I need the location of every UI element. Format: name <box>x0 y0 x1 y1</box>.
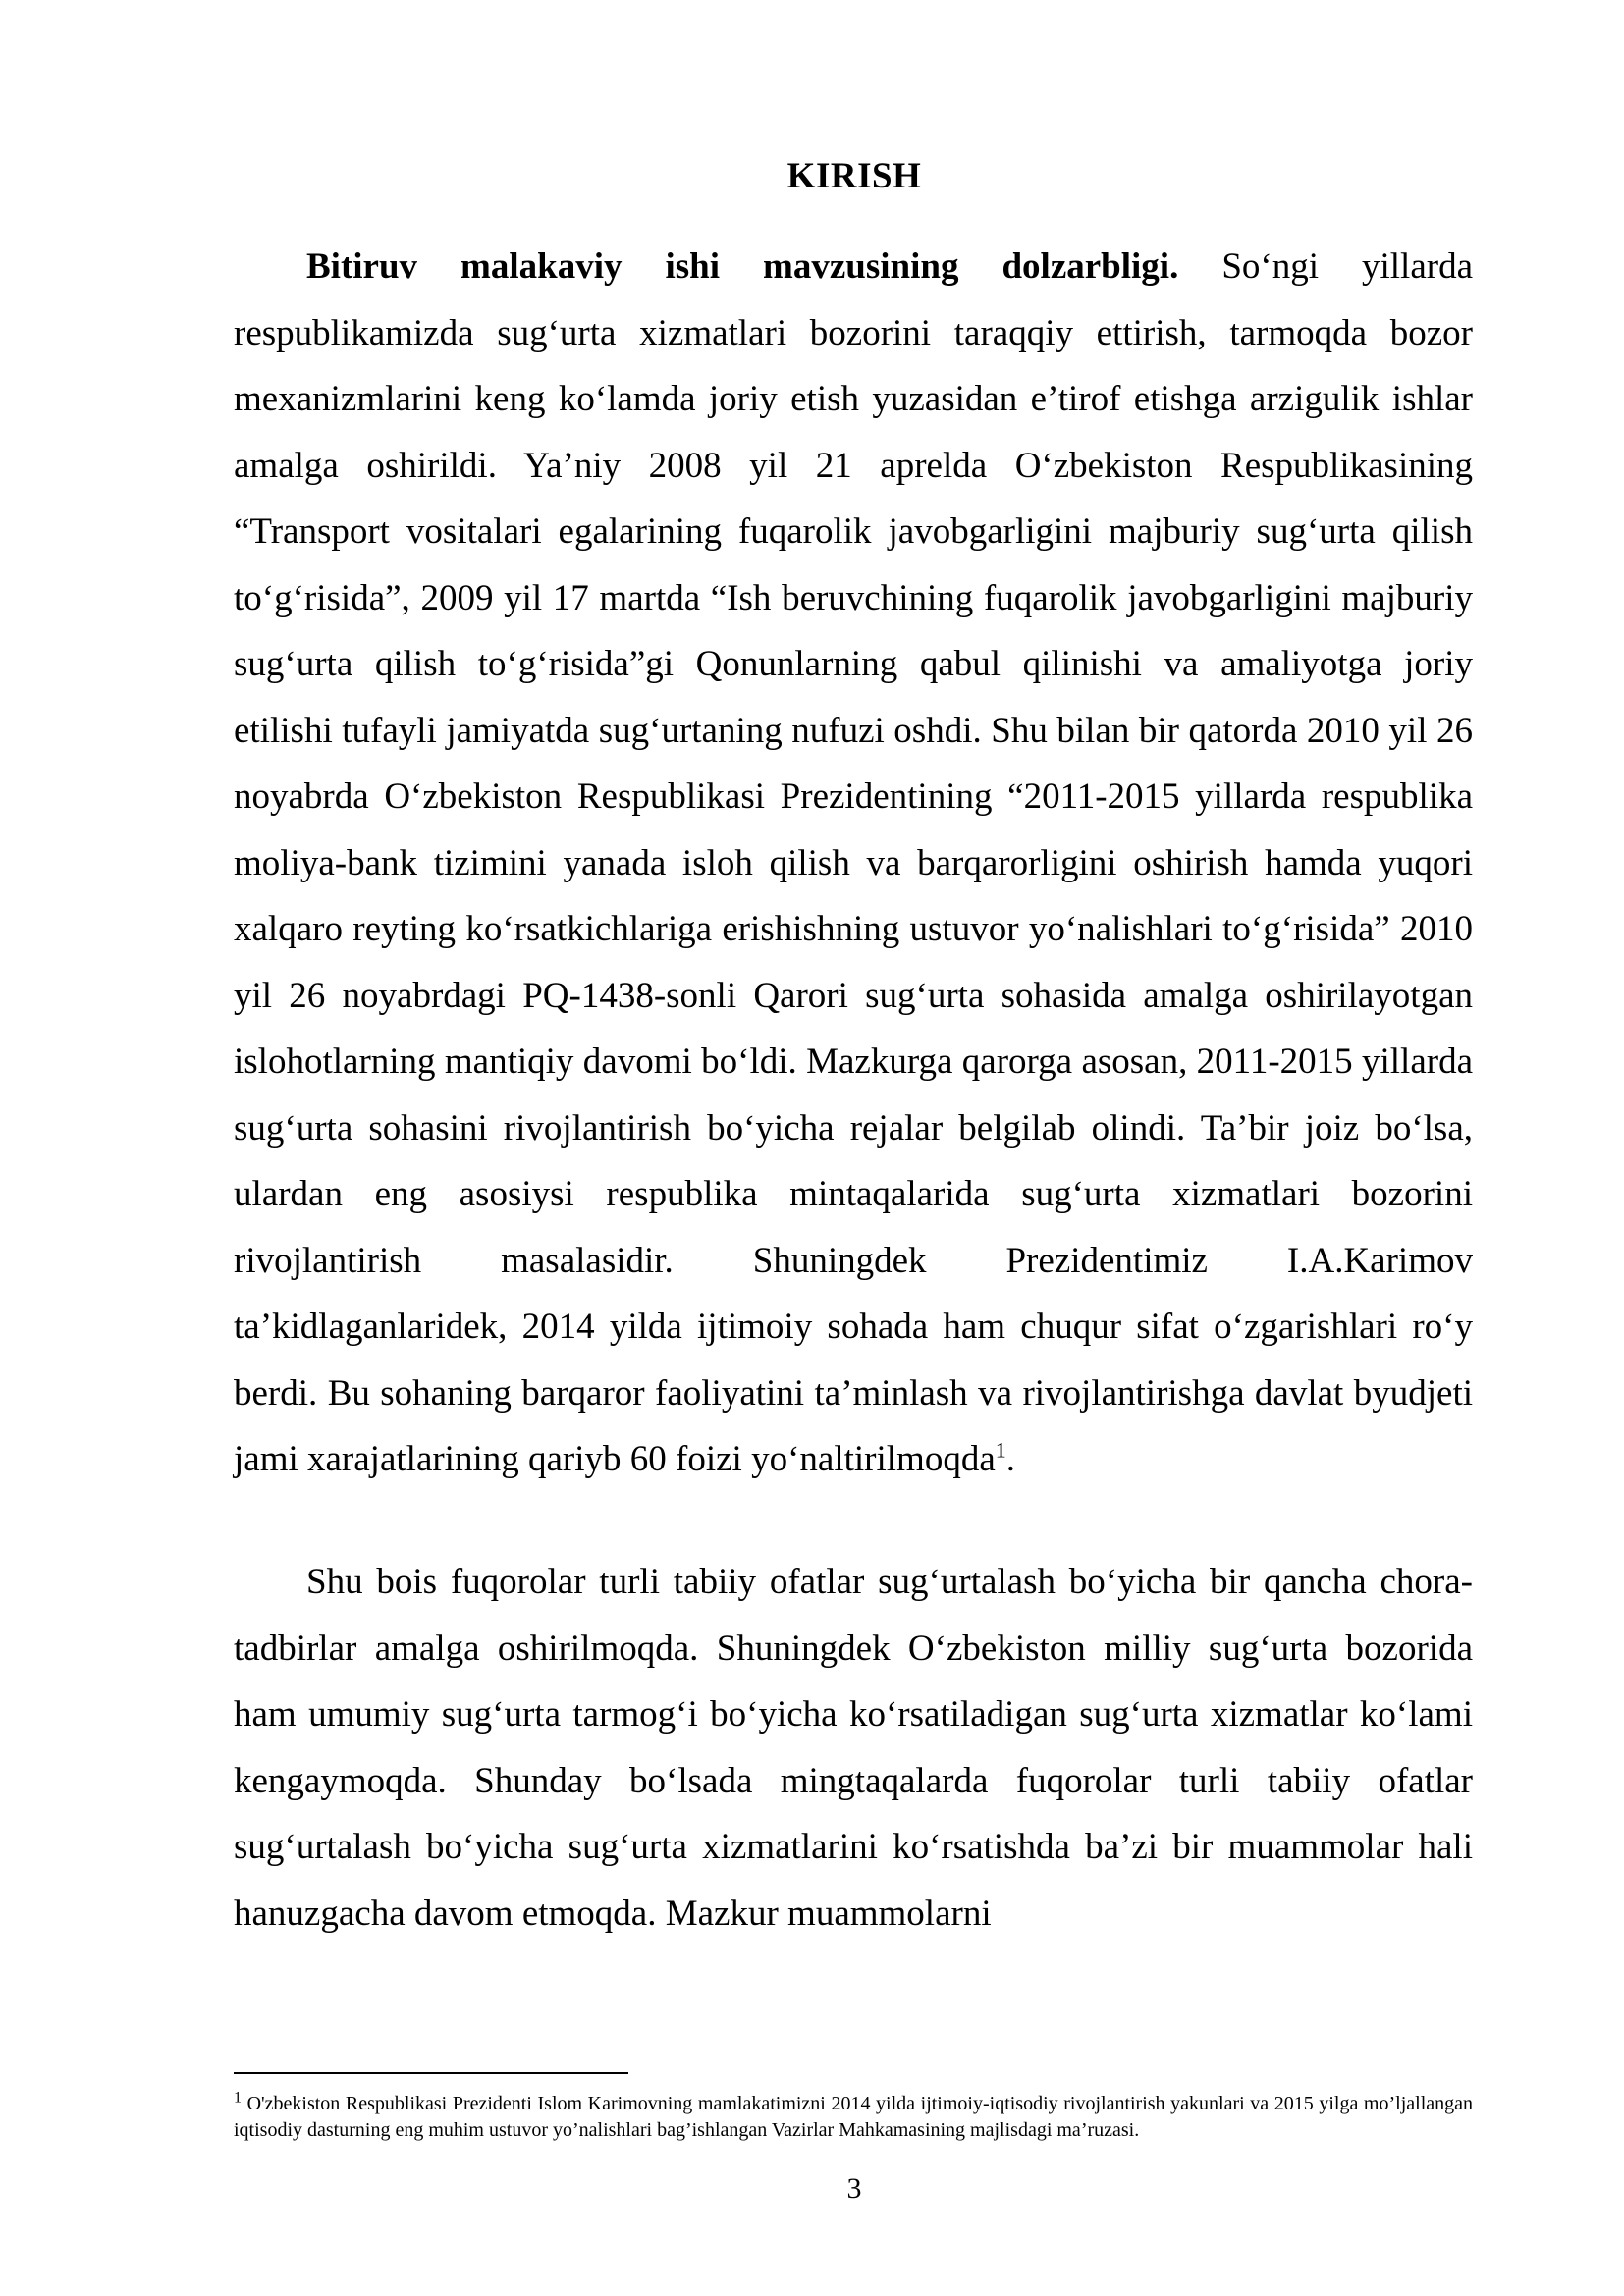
footnote-separator <box>234 2072 628 2074</box>
footnote-text: O'zbekiston Respublikasi Prezidenti Islom Karimovning mamlakatimizni 2014 yilda ijtimoiy-iqtisodiy rivojlantirish yakunlari va 2015 yilga mo’ljallangan iqtisodiy dasturning eng muhim ustuvor yo’nalishlari bag’ishlangan Vazirlar Mahkamasining majlisdagi ma’ruzasi. <box>234 2093 1474 2141</box>
paragraph-text: So‘ngi yillarda respublikamizda sug‘urta xizmatlari bozorini taraqqiy ettirish, tarmoqda bozor mexanizmlarini keng ko‘lamda joriy etish yuzasidan e’tirof etishga arzigulik ishlar amalga oshirildi. Ya’niy 2008 yil 21 aprelda O‘zbekiston Respublikasining “Transport vositalari egalarining fuqarolik javobgarligini majburiy sug‘urta qilish to‘g‘risida”, 2009 yil 17 martda “Ish beruvchining fuqarolik javobgarligini majburiy sug‘urta qilish to‘g‘risida”gi Qonunlarning qabul qilinishi va amaliyotga joriy etilishi tufayli jamiyatda sug‘urtaning nufuzi oshdi. Shu bilan bir qatorda 2010 yil 26 noyabrda O‘zbekiston Respublikasi Prezidentining “2011-2015 yillarda respublika moliya-bank tizimini yanada isloh qilish va barqarorligini oshirish hamda yuqori xalqaro reyting ko‘rsatkichlariga erishishning ustuvor yo‘nalishlari to‘g‘risida” 2010 yil 26 noyabrdagi PQ-1438-sonli Qarori sug‘urta sohasida amalga oshirilayotgan islohotlarning mantiqiy davomi bo‘ldi. Mazkurga qarorga asosan, 2011-2015 yillarda sug‘urta sohasini rivojlantirish bo‘yicha rejalar belgilab olindi. Ta’bir joiz bo‘lsa, ulardan eng asosiysi respublika mintaqalarida sug‘urta xizmatlari bozorini rivojlantirish masalasidir. Shuningdek Prezidentimiz I.A.Karimov ta’kidlaganlaridek, 2014 yilda ijtimoiy sohada ham chuqur sifat o‘zgarishlari ro‘y berdi. Bu sohaning barqaror faoliyatini ta’minlash va rivojlantirishga davlat byudjeti jami xarajatlarining qariyb 60 foizi yo‘naltirilmoqda <box>234 246 1474 1479</box>
section-title: KIRISH <box>786 156 922 196</box>
paragraph-end: . <box>1005 1439 1015 1479</box>
paragraph-lead: Bitiruv malakaviy ishi mavzusining dolzarbligi. <box>306 246 1179 287</box>
paragraph-relevance <box>234 234 1473 1493</box>
paragraph-second <box>234 1549 1473 1947</box>
footnote-marker: 1 <box>234 2089 242 2107</box>
footnote-reference: 1 <box>995 1437 1006 1463</box>
page-number: 3 <box>846 2172 862 2205</box>
paragraph-text: Shu bois fuqorolar turli tabiiy ofatlar sug‘urtalash bo‘yicha bir qancha chora-tadbirlar amalga oshirilmoqda. Shuningdek O‘zbekiston milliy sug‘urta bozorida ham umumiy sug‘urta tarmog‘i bo‘yicha ko‘rsatiladigan sug‘urta xizmatlar ko‘lami kengaymoqda. Shunday bo‘lsada mingtaqalarda fuqorolar turli tabiiy ofatlar sug‘urtalash bo‘yicha sug‘urta xizmatlarini ko‘rsatishda ba’zi bir muammolar hali hanuzgacha davom etmoqda. Mazkur muammolarni <box>234 1562 1473 1934</box>
footnote <box>234 2091 1473 2144</box>
